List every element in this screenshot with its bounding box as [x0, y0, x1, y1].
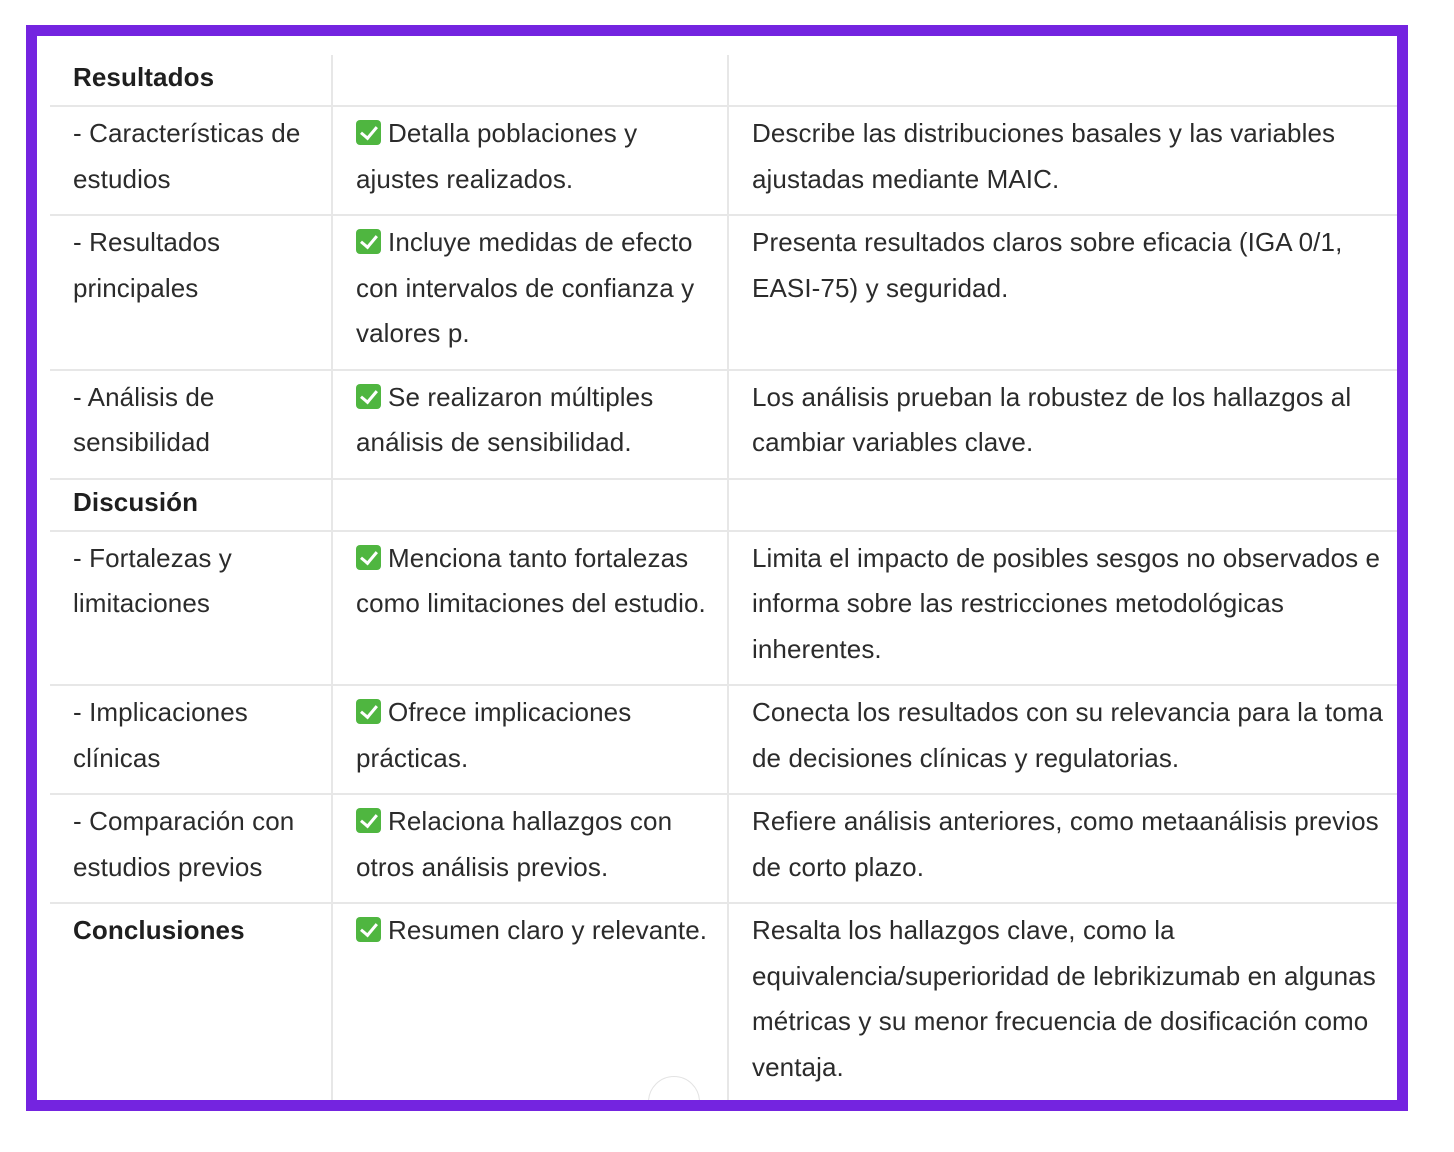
table-row [50, 904, 1408, 1102]
criterion-label: - Implicaciones clínicas [50, 686, 333, 793]
check-mark-icon [356, 545, 381, 570]
check-mark-icon [356, 917, 381, 942]
assessment-text: Menciona tanto fortalezas como limitaciones del estudio. [356, 542, 706, 618]
table-row [50, 795, 1408, 904]
check-mark-icon [356, 808, 381, 833]
assessment-cell [333, 216, 729, 369]
table-row [50, 532, 1408, 687]
assessment-cell [333, 532, 729, 685]
check-mark-icon [356, 699, 381, 724]
empty-cell [729, 480, 1408, 530]
table-row [50, 371, 1408, 480]
assessment-text: Detalla poblaciones y ajustes realizados. [356, 118, 638, 194]
section-title-conclusiones: Conclusiones [50, 904, 333, 1102]
assessment-text: Incluye medidas de efecto con intervalos de confianza y valores p. [356, 227, 695, 348]
criterion-label: - Resultados principales [50, 216, 333, 369]
check-mark-icon [356, 120, 381, 145]
section-title-discusion: Discusión [50, 480, 333, 530]
comment-cell: Describe las distribuciones basales y las variables ajustadas mediante MAIC. [752, 118, 1336, 194]
table-row [50, 216, 1408, 371]
empty-cell [729, 55, 1408, 105]
image-frame [26, 25, 1408, 1111]
comment-cell: Conecta los resultados con su relevancia para la toma de decisiones clínicas y regulatorias. [752, 697, 1384, 773]
table-row-section [50, 55, 1408, 107]
check-mark-icon [356, 384, 381, 409]
assessment-text: Se realizaron múltiples análisis de sensibilidad. [356, 381, 654, 457]
assessment-text: Relaciona hallazgos con otros análisis previos. [356, 806, 673, 882]
criterion-label: - Características de estudios [50, 107, 333, 214]
comment-cell: Presenta resultados claros sobre eficacia (IGA 0/1, EASI-75) y seguridad. [752, 227, 1343, 303]
comment-cell: Resalta los hallazgos clave, como la equivalencia/superioridad de lebrikizumab en algunas métricas y su menor frecuencia de dosificación como ventaja. [752, 915, 1376, 1082]
section-title-resultados: Resultados [50, 55, 333, 105]
assessment-cell [333, 686, 729, 793]
check-mark-icon [356, 229, 381, 254]
criterion-label: - Comparación con estudios previos [50, 795, 333, 902]
assessment-cell [333, 107, 729, 214]
table-row [50, 107, 1408, 216]
criterion-label: - Fortalezas y limitaciones [50, 532, 333, 685]
evaluation-table [50, 55, 1408, 1102]
assessment-cell [333, 904, 729, 1102]
empty-cell [333, 55, 729, 105]
table-row [50, 686, 1408, 795]
comment-cell: Limita el impacto de posibles sesgos no observados e informa sobre las restricciones metodológicas inherentes. [752, 542, 1381, 664]
comment-cell: Refiere análisis anteriores, como metaanálisis previos de corto plazo. [752, 806, 1379, 882]
criterion-label: - Análisis de sensibilidad [50, 371, 333, 478]
assessment-cell [333, 371, 729, 478]
empty-cell [333, 480, 729, 530]
comment-cell: Los análisis prueban la robustez de los hallazgos al cambiar variables clave. [752, 381, 1352, 457]
assessment-text: Ofrece implicaciones prácticas. [356, 697, 632, 773]
table-row-section [50, 480, 1408, 532]
assessment-text: Resumen claro y relevante. [388, 915, 708, 945]
assessment-cell [333, 795, 729, 902]
